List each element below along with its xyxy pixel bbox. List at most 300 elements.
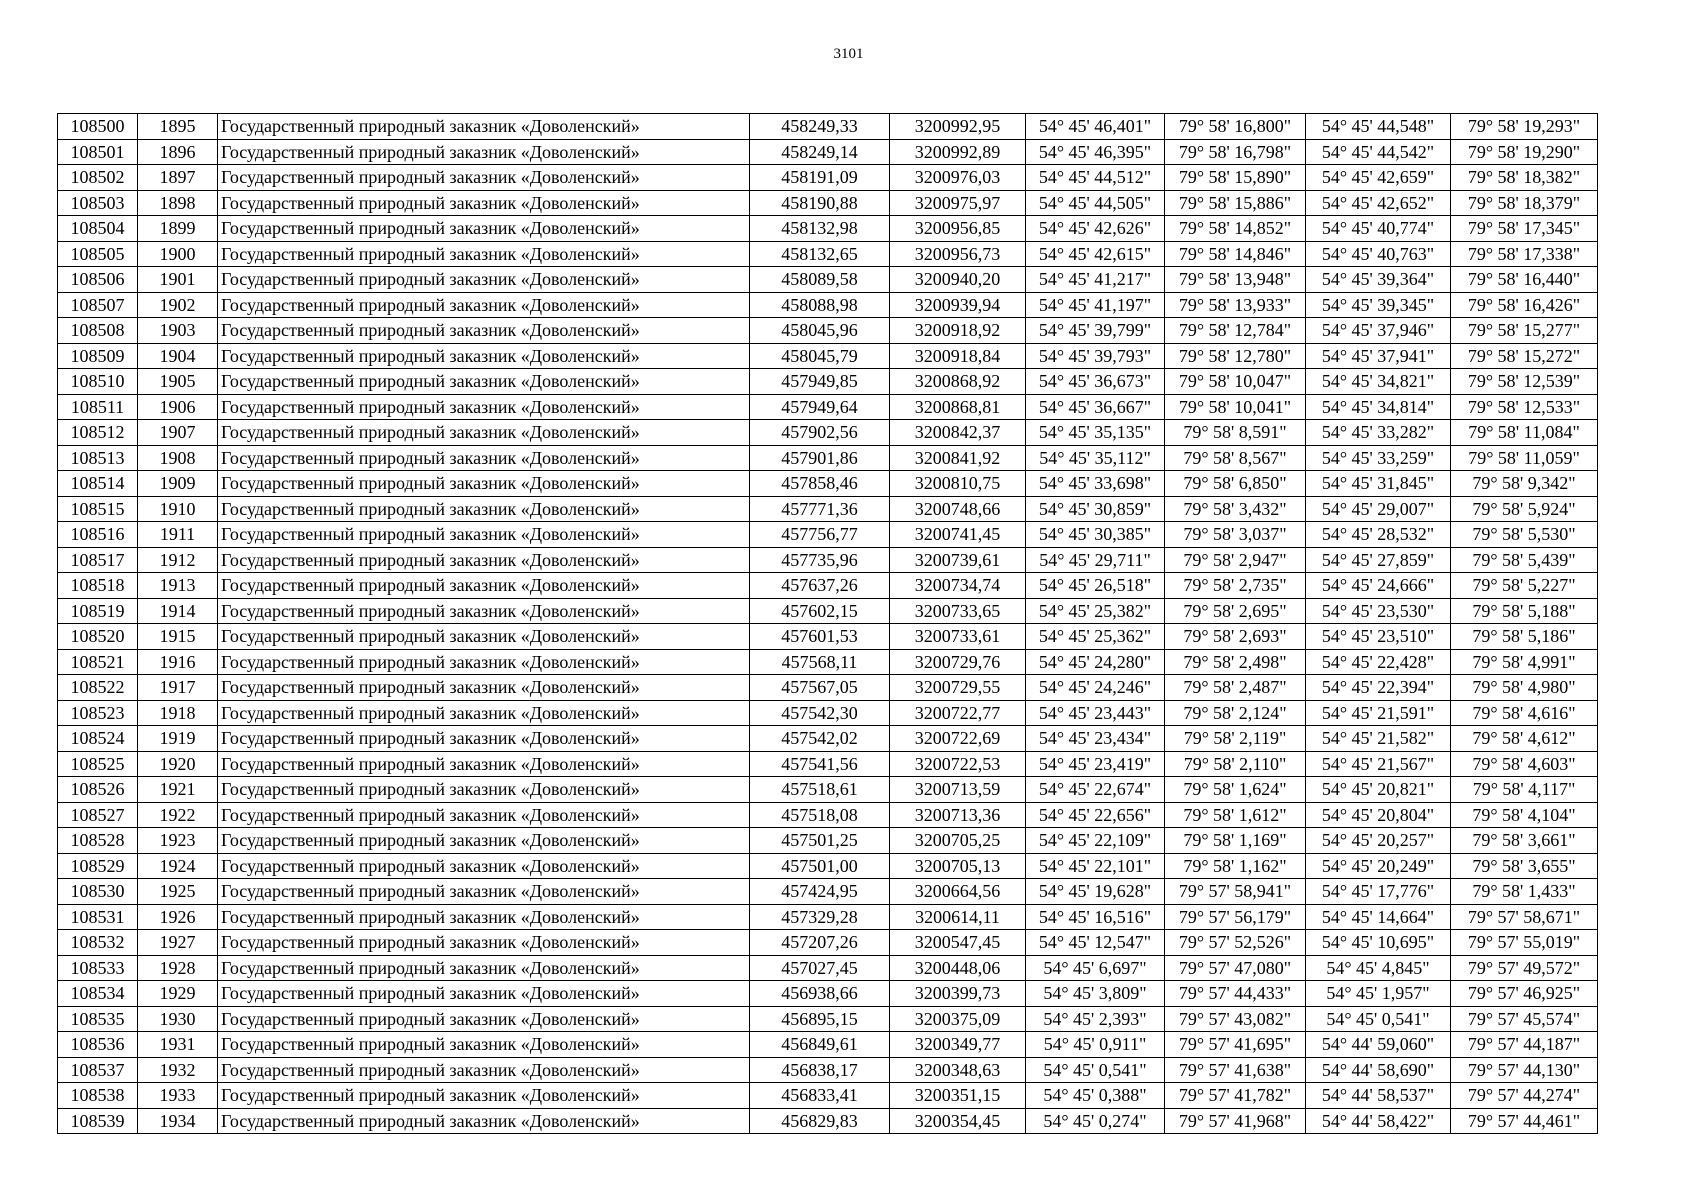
- cell-row-id: 108509: [58, 343, 138, 369]
- cell-coord-y: 3200348,63: [890, 1057, 1026, 1083]
- cell-lat-2: 54° 45' 23,530": [1306, 598, 1451, 624]
- cell-lat-1: 54° 45' 24,280": [1026, 649, 1165, 675]
- cell-point-number: 1895: [138, 114, 218, 140]
- cell-row-id: 108538: [58, 1083, 138, 1109]
- cell-lat-1: 54° 45' 22,674": [1026, 777, 1165, 803]
- cell-lon-1: 79° 57' 43,082": [1165, 1006, 1306, 1032]
- cell-point-number: 1913: [138, 573, 218, 599]
- cell-zone-name: Государственный природный заказник «Доволенский»: [218, 853, 750, 879]
- cell-coord-y: 3200354,45: [890, 1108, 1026, 1134]
- cell-coord-y: 3200733,65: [890, 598, 1026, 624]
- cell-coord-y: 3200664,56: [890, 879, 1026, 905]
- cell-lon-2: 79° 57' 58,671": [1451, 904, 1598, 930]
- cell-lon-2: 79° 58' 17,338": [1451, 241, 1598, 267]
- cell-lat-2: 54° 45' 28,532": [1306, 522, 1451, 548]
- cell-zone-name: Государственный природный заказник «Доволенский»: [218, 751, 750, 777]
- cell-zone-name: Государственный природный заказник «Доволенский»: [218, 624, 750, 650]
- cell-zone-name: Государственный природный заказник «Доволенский»: [218, 471, 750, 497]
- cell-point-number: 1900: [138, 241, 218, 267]
- cell-lat-2: 54° 45' 17,776": [1306, 879, 1451, 905]
- cell-row-id: 108527: [58, 802, 138, 828]
- cell-lon-1: 79° 58' 1,624": [1165, 777, 1306, 803]
- cell-lat-2: 54° 45' 21,582": [1306, 726, 1451, 752]
- cell-zone-name: Государственный природный заказник «Доволенский»: [218, 828, 750, 854]
- cell-point-number: 1918: [138, 700, 218, 726]
- cell-row-id: 108503: [58, 190, 138, 216]
- page-number: 3101: [833, 46, 864, 62]
- cell-lon-1: 79° 58' 2,498": [1165, 649, 1306, 675]
- cell-lat-2: 54° 44' 58,537": [1306, 1083, 1451, 1109]
- cell-lon-2: 79° 58' 16,426": [1451, 292, 1598, 318]
- cell-lon-1: 79° 58' 2,119": [1165, 726, 1306, 752]
- cell-coord-y: 3200810,75: [890, 471, 1026, 497]
- cell-coord-x: 457602,15: [750, 598, 890, 624]
- cell-lat-2: 54° 44' 59,060": [1306, 1032, 1451, 1058]
- table-row: [58, 190, 1598, 216]
- cell-coord-y: 3200940,20: [890, 267, 1026, 293]
- cell-lon-1: 79° 57' 58,941": [1165, 879, 1306, 905]
- cell-lat-1: 54° 45' 22,656": [1026, 802, 1165, 828]
- table-row: [58, 573, 1598, 599]
- table-row: [58, 726, 1598, 752]
- cell-lat-1: 54° 45' 16,516": [1026, 904, 1165, 930]
- cell-row-id: 108533: [58, 955, 138, 981]
- cell-zone-name: Государственный природный заказник «Доволенский»: [218, 267, 750, 293]
- table-row: [58, 700, 1598, 726]
- table-row: [58, 165, 1598, 191]
- cell-lat-2: 54° 44' 58,690": [1306, 1057, 1451, 1083]
- cell-lat-1: 54° 45' 23,434": [1026, 726, 1165, 752]
- cell-lat-1: 54° 45' 23,443": [1026, 700, 1165, 726]
- cell-point-number: 1917: [138, 675, 218, 701]
- table-row: [58, 981, 1598, 1007]
- cell-point-number: 1897: [138, 165, 218, 191]
- cell-lon-1: 79° 58' 1,612": [1165, 802, 1306, 828]
- cell-lon-2: 79° 58' 19,293": [1451, 114, 1598, 140]
- cell-lon-2: 79° 58' 9,342": [1451, 471, 1598, 497]
- cell-point-number: 1908: [138, 445, 218, 471]
- cell-lat-1: 54° 45' 41,197": [1026, 292, 1165, 318]
- cell-zone-name: Государственный природный заказник «Доволенский»: [218, 1006, 750, 1032]
- cell-coord-y: 3200842,37: [890, 420, 1026, 446]
- cell-lon-1: 79° 58' 3,432": [1165, 496, 1306, 522]
- cell-point-number: 1896: [138, 139, 218, 165]
- cell-lat-1: 54° 45' 39,793": [1026, 343, 1165, 369]
- cell-zone-name: Государственный природный заказник «Доволенский»: [218, 165, 750, 191]
- cell-coord-x: 457637,26: [750, 573, 890, 599]
- cell-zone-name: Государственный природный заказник «Доволенский»: [218, 496, 750, 522]
- cell-zone-name: Государственный природный заказник «Доволенский»: [218, 292, 750, 318]
- cell-coord-y: 3200956,85: [890, 216, 1026, 242]
- cell-lon-2: 79° 57' 46,925": [1451, 981, 1598, 1007]
- table-row: [58, 649, 1598, 675]
- cell-coord-x: 456829,83: [750, 1108, 890, 1134]
- cell-lon-2: 79° 57' 55,019": [1451, 930, 1598, 956]
- cell-coord-x: 456833,41: [750, 1083, 890, 1109]
- cell-zone-name: Государственный природный заказник «Доволенский»: [218, 879, 750, 905]
- cell-row-id: 108525: [58, 751, 138, 777]
- cell-point-number: 1927: [138, 930, 218, 956]
- cell-point-number: 1923: [138, 828, 218, 854]
- cell-point-number: 1916: [138, 649, 218, 675]
- cell-lon-2: 79° 58' 5,439": [1451, 547, 1598, 573]
- cell-lat-1: 54° 45' 0,541": [1026, 1057, 1165, 1083]
- table-row: [58, 369, 1598, 395]
- cell-coord-y: 3200748,66: [890, 496, 1026, 522]
- table-row: [58, 292, 1598, 318]
- cell-zone-name: Государственный природный заказник «Доволенский»: [218, 598, 750, 624]
- cell-coord-y: 3200729,55: [890, 675, 1026, 701]
- table-row: [58, 394, 1598, 420]
- cell-zone-name: Государственный природный заказник «Доволенский»: [218, 777, 750, 803]
- cell-coord-x: 457756,77: [750, 522, 890, 548]
- table-row: [58, 1083, 1598, 1109]
- cell-coord-y: 3200918,92: [890, 318, 1026, 344]
- table-row: [58, 879, 1598, 905]
- table-row: [58, 1108, 1598, 1134]
- table-row: [58, 1006, 1598, 1032]
- cell-coord-x: 457949,85: [750, 369, 890, 395]
- cell-lat-2: 54° 45' 33,282": [1306, 420, 1451, 446]
- cell-coord-x: 458190,88: [750, 190, 890, 216]
- table-row: [58, 904, 1598, 930]
- cell-coord-x: 457568,11: [750, 649, 890, 675]
- table-row: [58, 955, 1598, 981]
- cell-lon-1: 79° 58' 15,886": [1165, 190, 1306, 216]
- table-row: [58, 471, 1598, 497]
- cell-row-id: 108502: [58, 165, 138, 191]
- cell-coord-x: 456849,61: [750, 1032, 890, 1058]
- cell-row-id: 108511: [58, 394, 138, 420]
- cell-lat-1: 54° 45' 30,859": [1026, 496, 1165, 522]
- cell-point-number: 1909: [138, 471, 218, 497]
- cell-coord-x: 457735,96: [750, 547, 890, 573]
- cell-coord-x: 457541,56: [750, 751, 890, 777]
- cell-lon-1: 79° 58' 14,846": [1165, 241, 1306, 267]
- cell-lon-1: 79° 58' 2,124": [1165, 700, 1306, 726]
- cell-lat-2: 54° 45' 42,659": [1306, 165, 1451, 191]
- cell-row-id: 108514: [58, 471, 138, 497]
- cell-row-id: 108532: [58, 930, 138, 956]
- cell-zone-name: Государственный природный заказник «Доволенский»: [218, 216, 750, 242]
- cell-lon-1: 79° 58' 2,947": [1165, 547, 1306, 573]
- cell-coord-x: 457901,86: [750, 445, 890, 471]
- cell-lat-1: 54° 45' 46,395": [1026, 139, 1165, 165]
- cell-point-number: 1925: [138, 879, 218, 905]
- cell-lat-2: 54° 45' 14,664": [1306, 904, 1451, 930]
- cell-row-id: 108506: [58, 267, 138, 293]
- cell-lon-1: 79° 58' 2,693": [1165, 624, 1306, 650]
- cell-zone-name: Государственный природный заказник «Доволенский»: [218, 318, 750, 344]
- cell-lat-2: 54° 45' 37,946": [1306, 318, 1451, 344]
- cell-coord-y: 3200713,59: [890, 777, 1026, 803]
- cell-zone-name: Государственный природный заказник «Доволенский»: [218, 955, 750, 981]
- table-row: [58, 241, 1598, 267]
- cell-lon-1: 79° 57' 41,695": [1165, 1032, 1306, 1058]
- cell-point-number: 1933: [138, 1083, 218, 1109]
- cell-lat-2: 54° 45' 0,541": [1306, 1006, 1451, 1032]
- cell-coord-y: 3200956,73: [890, 241, 1026, 267]
- cell-lat-2: 54° 45' 21,567": [1306, 751, 1451, 777]
- cell-lon-2: 79° 58' 11,059": [1451, 445, 1598, 471]
- cell-coord-x: 458249,33: [750, 114, 890, 140]
- cell-coord-x: 456938,66: [750, 981, 890, 1007]
- cell-point-number: 1920: [138, 751, 218, 777]
- cell-lon-2: 79° 58' 5,186": [1451, 624, 1598, 650]
- cell-lon-2: 79° 58' 4,612": [1451, 726, 1598, 752]
- cell-coord-y: 3200992,89: [890, 139, 1026, 165]
- cell-coord-y: 3200918,84: [890, 343, 1026, 369]
- cell-coord-x: 458132,65: [750, 241, 890, 267]
- cell-row-id: 108504: [58, 216, 138, 242]
- cell-zone-name: Государственный природный заказник «Доволенский»: [218, 930, 750, 956]
- cell-lat-2: 54° 45' 34,814": [1306, 394, 1451, 420]
- cell-point-number: 1930: [138, 1006, 218, 1032]
- cell-lon-2: 79° 58' 5,227": [1451, 573, 1598, 599]
- cell-coord-x: 457501,00: [750, 853, 890, 879]
- cell-point-number: 1910: [138, 496, 218, 522]
- cell-point-number: 1899: [138, 216, 218, 242]
- table-row: [58, 496, 1598, 522]
- cell-lat-2: 54° 45' 31,845": [1306, 471, 1451, 497]
- cell-row-id: 108519: [58, 598, 138, 624]
- cell-lat-1: 54° 45' 24,246": [1026, 675, 1165, 701]
- cell-row-id: 108528: [58, 828, 138, 854]
- cell-zone-name: Государственный природный заказник «Доволенский»: [218, 445, 750, 471]
- cell-zone-name: Государственный природный заказник «Доволенский»: [218, 1108, 750, 1134]
- cell-coord-x: 457207,26: [750, 930, 890, 956]
- table-row: [58, 547, 1598, 573]
- cell-lat-1: 54° 45' 25,362": [1026, 624, 1165, 650]
- cell-zone-name: Государственный природный заказник «Доволенский»: [218, 904, 750, 930]
- table-row: [58, 522, 1598, 548]
- cell-coord-y: 3200841,92: [890, 445, 1026, 471]
- cell-lon-2: 79° 58' 18,379": [1451, 190, 1598, 216]
- table-row: [58, 828, 1598, 854]
- cell-point-number: 1907: [138, 420, 218, 446]
- cell-row-id: 108510: [58, 369, 138, 395]
- cell-coord-x: 458045,96: [750, 318, 890, 344]
- cell-lon-2: 79° 58' 3,655": [1451, 853, 1598, 879]
- table-row: [58, 343, 1598, 369]
- cell-zone-name: Государственный природный заказник «Доволенский»: [218, 241, 750, 267]
- cell-coord-x: 457858,46: [750, 471, 890, 497]
- cell-row-id: 108518: [58, 573, 138, 599]
- cell-lat-2: 54° 45' 44,542": [1306, 139, 1451, 165]
- cell-lat-1: 54° 45' 26,518": [1026, 573, 1165, 599]
- cell-lon-2: 79° 57' 44,187": [1451, 1032, 1598, 1058]
- cell-lat-1: 54° 45' 36,673": [1026, 369, 1165, 395]
- cell-lon-2: 79° 57' 44,461": [1451, 1108, 1598, 1134]
- cell-coord-y: 3200722,77: [890, 700, 1026, 726]
- cell-coord-y: 3200992,95: [890, 114, 1026, 140]
- cell-lat-2: 54° 45' 33,259": [1306, 445, 1451, 471]
- cell-row-id: 108526: [58, 777, 138, 803]
- cell-lat-1: 54° 45' 44,512": [1026, 165, 1165, 191]
- cell-lon-1: 79° 58' 13,933": [1165, 292, 1306, 318]
- cell-lon-2: 79° 58' 5,924": [1451, 496, 1598, 522]
- cell-coord-x: 457771,36: [750, 496, 890, 522]
- cell-coord-y: 3200734,74: [890, 573, 1026, 599]
- cell-lat-1: 54° 45' 39,799": [1026, 318, 1165, 344]
- cell-lat-2: 54° 45' 34,821": [1306, 369, 1451, 395]
- table-row: [58, 445, 1598, 471]
- cell-row-id: 108508: [58, 318, 138, 344]
- table-row: [58, 267, 1598, 293]
- cell-row-id: 108512: [58, 420, 138, 446]
- cell-lat-2: 54° 45' 27,859": [1306, 547, 1451, 573]
- cell-lon-1: 79° 58' 2,110": [1165, 751, 1306, 777]
- cell-zone-name: Государственный природный заказник «Доволенский»: [218, 726, 750, 752]
- cell-point-number: 1929: [138, 981, 218, 1007]
- cell-point-number: 1901: [138, 267, 218, 293]
- cell-lat-2: 54° 45' 40,763": [1306, 241, 1451, 267]
- cell-lon-2: 79° 58' 11,084": [1451, 420, 1598, 446]
- cell-zone-name: Государственный природный заказник «Доволенский»: [218, 802, 750, 828]
- cell-lon-2: 79° 58' 4,117": [1451, 777, 1598, 803]
- cell-lon-1: 79° 57' 52,526": [1165, 930, 1306, 956]
- cell-point-number: 1919: [138, 726, 218, 752]
- cell-coord-y: 3200739,61: [890, 547, 1026, 573]
- table-row: [58, 624, 1598, 650]
- cell-coord-y: 3200868,81: [890, 394, 1026, 420]
- cell-row-id: 108513: [58, 445, 138, 471]
- cell-lon-1: 79° 58' 16,800": [1165, 114, 1306, 140]
- cell-lon-2: 79° 58' 4,991": [1451, 649, 1598, 675]
- cell-coord-y: 3200722,53: [890, 751, 1026, 777]
- cell-lon-1: 79° 58' 1,162": [1165, 853, 1306, 879]
- cell-coord-x: 457518,08: [750, 802, 890, 828]
- cell-lon-2: 79° 58' 17,345": [1451, 216, 1598, 242]
- cell-coord-y: 3200448,06: [890, 955, 1026, 981]
- cell-point-number: 1928: [138, 955, 218, 981]
- cell-coord-x: 458191,09: [750, 165, 890, 191]
- cell-coord-x: 458045,79: [750, 343, 890, 369]
- cell-zone-name: Государственный природный заказник «Доволенский»: [218, 1083, 750, 1109]
- cell-lat-2: 54° 45' 42,652": [1306, 190, 1451, 216]
- cell-zone-name: Государственный природный заказник «Доволенский»: [218, 649, 750, 675]
- cell-lat-1: 54° 45' 23,419": [1026, 751, 1165, 777]
- cell-lat-2: 54° 45' 20,821": [1306, 777, 1451, 803]
- cell-lat-1: 54° 45' 3,809": [1026, 981, 1165, 1007]
- cell-point-number: 1921: [138, 777, 218, 803]
- cell-lat-1: 54° 45' 30,385": [1026, 522, 1165, 548]
- cell-zone-name: Государственный природный заказник «Доволенский»: [218, 981, 750, 1007]
- cell-lon-2: 79° 58' 16,440": [1451, 267, 1598, 293]
- cell-point-number: 1904: [138, 343, 218, 369]
- cell-row-id: 108539: [58, 1108, 138, 1134]
- cell-lon-2: 79° 58' 4,603": [1451, 751, 1598, 777]
- cell-coord-y: 3200939,94: [890, 292, 1026, 318]
- cell-zone-name: Государственный природный заказник «Доволенский»: [218, 139, 750, 165]
- cell-coord-y: 3200399,73: [890, 981, 1026, 1007]
- cell-lon-2: 79° 57' 44,274": [1451, 1083, 1598, 1109]
- cell-lon-1: 79° 58' 6,850": [1165, 471, 1306, 497]
- cell-lon-1: 79° 57' 44,433": [1165, 981, 1306, 1007]
- cell-lat-1: 54° 45' 42,615": [1026, 241, 1165, 267]
- cell-lon-1: 79° 58' 13,948": [1165, 267, 1306, 293]
- cell-lon-1: 79° 58' 8,567": [1165, 445, 1306, 471]
- cell-lat-2: 54° 45' 44,548": [1306, 114, 1451, 140]
- cell-point-number: 1911: [138, 522, 218, 548]
- cell-zone-name: Государственный природный заказник «Доволенский»: [218, 394, 750, 420]
- cell-coord-x: 457424,95: [750, 879, 890, 905]
- cell-lon-2: 79° 58' 3,661": [1451, 828, 1598, 854]
- table-row: [58, 675, 1598, 701]
- cell-lat-2: 54° 45' 24,666": [1306, 573, 1451, 599]
- cell-lat-1: 54° 45' 42,626": [1026, 216, 1165, 242]
- cell-lat-1: 54° 45' 25,382": [1026, 598, 1165, 624]
- cell-lon-2: 79° 58' 18,382": [1451, 165, 1598, 191]
- cell-zone-name: Государственный природный заказник «Доволенский»: [218, 675, 750, 701]
- cell-coord-y: 3200976,03: [890, 165, 1026, 191]
- cell-coord-y: 3200351,15: [890, 1083, 1026, 1109]
- cell-lon-2: 79° 58' 4,616": [1451, 700, 1598, 726]
- cell-zone-name: Государственный природный заказник «Доволенский»: [218, 420, 750, 446]
- cell-coord-y: 3200722,69: [890, 726, 1026, 752]
- cell-point-number: 1932: [138, 1057, 218, 1083]
- cell-lon-1: 79° 58' 2,487": [1165, 675, 1306, 701]
- cell-lat-1: 54° 45' 41,217": [1026, 267, 1165, 293]
- cell-lon-1: 79° 57' 41,638": [1165, 1057, 1306, 1083]
- cell-lon-1: 79° 58' 16,798": [1165, 139, 1306, 165]
- cell-lon-2: 79° 58' 12,533": [1451, 394, 1598, 420]
- table-row: [58, 802, 1598, 828]
- cell-lat-1: 54° 45' 46,401": [1026, 114, 1165, 140]
- cell-coord-y: 3200349,77: [890, 1032, 1026, 1058]
- cell-lat-1: 54° 45' 29,711": [1026, 547, 1165, 573]
- cell-lat-2: 54° 45' 22,394": [1306, 675, 1451, 701]
- cell-lat-1: 54° 45' 22,101": [1026, 853, 1165, 879]
- cell-lat-2: 54° 45' 20,249": [1306, 853, 1451, 879]
- cell-lat-1: 54° 45' 33,698": [1026, 471, 1165, 497]
- cell-coord-x: 457542,30: [750, 700, 890, 726]
- table-row: [58, 598, 1598, 624]
- cell-zone-name: Государственный природный заказник «Доволенский»: [218, 522, 750, 548]
- cell-lon-1: 79° 58' 8,591": [1165, 420, 1306, 446]
- cell-lon-1: 79° 58' 12,780": [1165, 343, 1306, 369]
- cell-coord-x: 456895,15: [750, 1006, 890, 1032]
- cell-row-id: 108517: [58, 547, 138, 573]
- cell-lat-2: 54° 45' 10,695": [1306, 930, 1451, 956]
- cell-point-number: 1903: [138, 318, 218, 344]
- cell-zone-name: Государственный природный заказник «Доволенский»: [218, 190, 750, 216]
- cell-coord-x: 457501,25: [750, 828, 890, 854]
- cell-lon-1: 79° 58' 2,735": [1165, 573, 1306, 599]
- cell-row-id: 108530: [58, 879, 138, 905]
- table-row: [58, 420, 1598, 446]
- cell-row-id: 108524: [58, 726, 138, 752]
- cell-lon-2: 79° 58' 15,277": [1451, 318, 1598, 344]
- cell-lat-1: 54° 45' 12,547": [1026, 930, 1165, 956]
- cell-lat-2: 54° 45' 21,591": [1306, 700, 1451, 726]
- cell-row-id: 108534: [58, 981, 138, 1007]
- cell-lat-1: 54° 45' 36,667": [1026, 394, 1165, 420]
- cell-point-number: 1915: [138, 624, 218, 650]
- cell-lon-1: 79° 58' 1,169": [1165, 828, 1306, 854]
- table-body: [58, 114, 1598, 1134]
- cell-point-number: 1914: [138, 598, 218, 624]
- cell-row-id: 108505: [58, 241, 138, 267]
- cell-coord-y: 3200547,45: [890, 930, 1026, 956]
- cell-lon-1: 79° 58' 2,695": [1165, 598, 1306, 624]
- cell-lon-2: 79° 58' 19,290": [1451, 139, 1598, 165]
- cell-lat-2: 54° 45' 39,345": [1306, 292, 1451, 318]
- table-row: [58, 139, 1598, 165]
- cell-zone-name: Государственный природный заказник «Доволенский»: [218, 114, 750, 140]
- cell-zone-name: Государственный природный заказник «Доволенский»: [218, 1057, 750, 1083]
- table-row: [58, 216, 1598, 242]
